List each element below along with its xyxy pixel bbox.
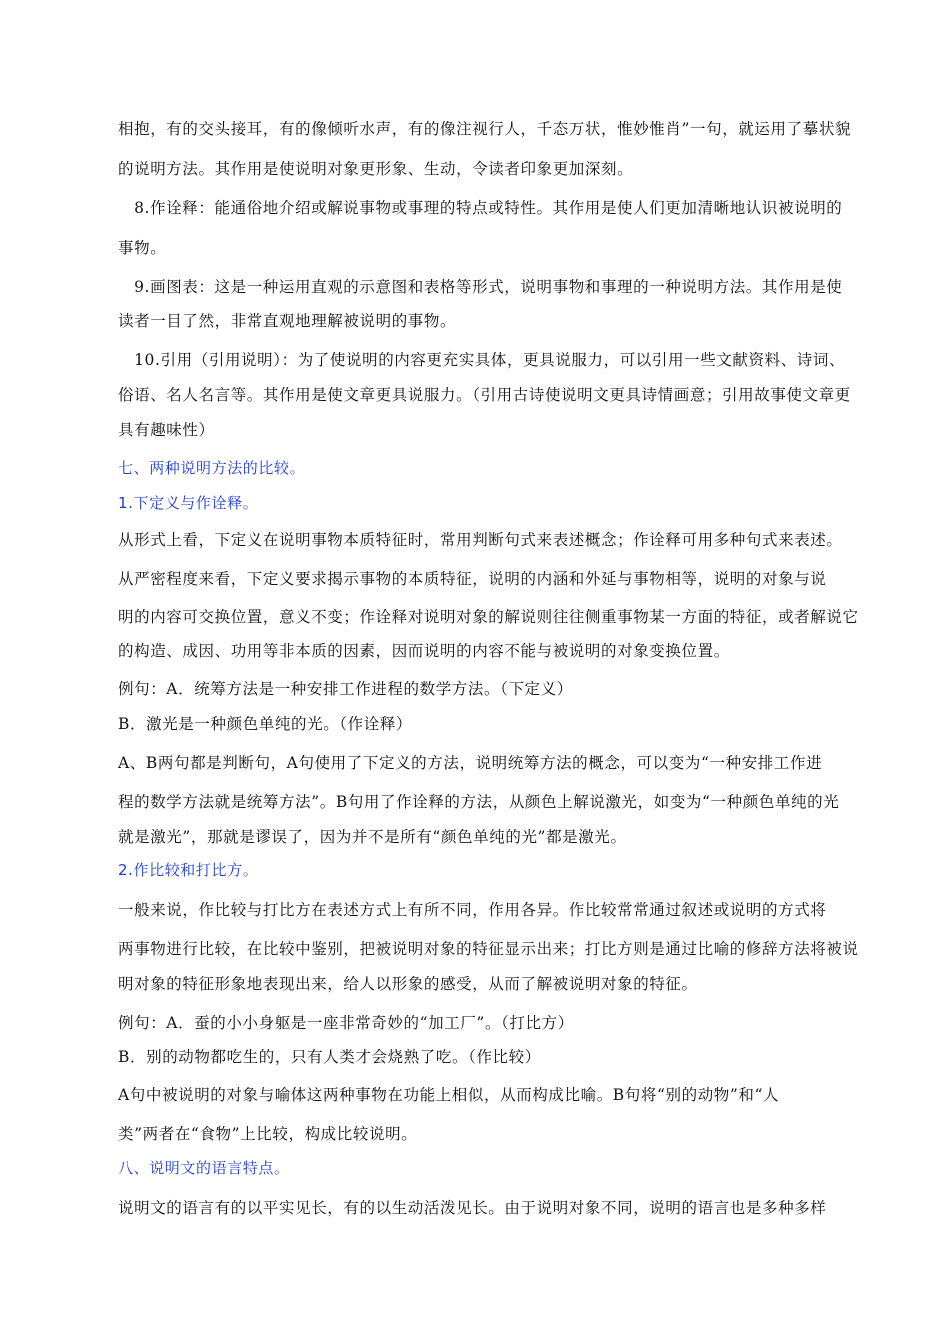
paragraph-line: 相抱，有的交头接耳，有的像倾听水声，有的像注视行人，千态万状，惟妙惟肖”一句，就运用了摹状貌 <box>118 120 852 138</box>
paragraph-line: A、B两句都是判断句，A句使用了下定义的方法，说明统筹方法的概念，可以变为“一种安排工作进 <box>118 754 823 772</box>
paragraph-line: 9.画图表：这是一种运用直观的示意图和表格等形式，说明事物和事理的一种说明方法。其作用是使 <box>118 278 843 296</box>
paragraph-line: 8.作诠释：能通俗地介绍或解说事物或事理的特点或特性。其作用是使人们更加清晰地认识被说明的 <box>118 199 843 217</box>
paragraph-line: 类”两者在“食物”上比较，构成比较说明。 <box>118 1125 418 1143</box>
paragraph-line: 俗语、名人名言等。其作用是使文章更具说服力。（引用古诗使说明文更具诗情画意；引用故事使文章更 <box>118 386 851 404</box>
example-line: 例句：A．统筹方法是一种安排工作进程的数学方法。（下定义） <box>118 680 573 698</box>
example-line: B．别的动物都吃生的，只有人类才会烧熟了吃。（作比较） <box>118 1048 541 1066</box>
paragraph-line: 读者一目了然，非常直观地理解被说明的事物。 <box>118 312 457 330</box>
paragraph-line: 具有趣味性） <box>118 421 215 439</box>
example-line: 例句：A．蚕的小小身躯是一座非常奇妙的“加工厂”。（打比方） <box>118 1014 574 1032</box>
paragraph-line: 从严密程度来看，下定义要求揭示事物的本质特征，说明的内涵和外延与事物相等，说明的对象与说 <box>118 570 827 588</box>
paragraph-line: 说明文的语言有的以平实见长，有的以生动活泼见长。由于说明对象不同，说明的语言也是多种多样 <box>118 1199 827 1217</box>
paragraph-line: 事物。 <box>118 239 167 257</box>
paragraph-line: 程的数学方法就是统筹方法”。B句用了作诠释的方法，从颜色上解说激光，如变为“一种颜色单纯的光 <box>118 793 840 811</box>
paragraph-line: 的说明方法。其作用是使说明对象更形象、生动，令读者印象更加深刻。 <box>118 160 634 178</box>
paragraph-line: 10.引用（引用说明）：为了使说明的内容更充实具体，更具说服力，可以引用一些文献资料、诗词、 <box>118 351 846 369</box>
subsection-heading: 1.下定义与作诠释。 <box>118 494 259 512</box>
paragraph-line: 一般来说，作比较与打比方在表述方式上有所不同，作用各异。作比较常常通过叙述或说明的方式将 <box>118 901 827 919</box>
paragraph-line: 明的内容可交换位置，意义不变；作诠释对说明对象的解说则往往侧重事物某一方面的特征，或者解说它 <box>118 608 859 626</box>
paragraph-line: 两事物进行比较，在比较中鉴别，把被说明对象的特征显示出来；打比方则是通过比喻的修辞方法将被说 <box>118 940 859 958</box>
paragraph-line: 就是激光”，那就是谬误了，因为并不是所有“颜色单纯的光”都是激光。 <box>118 828 627 846</box>
example-line: B．激光是一种颜色单纯的光。（作诠释） <box>118 715 413 733</box>
subsection-heading: 2.作比较和打比方。 <box>118 861 259 879</box>
section-heading: 八、说明文的语言特点。 <box>118 1159 290 1177</box>
paragraph-line: 从形式上看，下定义在说明事物本质特征时，常用判断句式来表述概念；作诠释可用多种句式来表述。 <box>118 531 843 549</box>
paragraph-line: 的构造、成因、功用等非本质的因素，因而说明的内容不能与被说明的对象变换位置。 <box>118 642 730 660</box>
paragraph-line: 明对象的特征形象地表现出来，给人以形象的感受，从而了解被说明对象的特征。 <box>118 975 698 993</box>
paragraph-line: A句中被说明的对象与喻体这两种事物在功能上相似，从而构成比喻。B句将“别的动物”和“人 <box>118 1086 780 1104</box>
section-heading: 七、两种说明方法的比较。 <box>118 459 306 477</box>
